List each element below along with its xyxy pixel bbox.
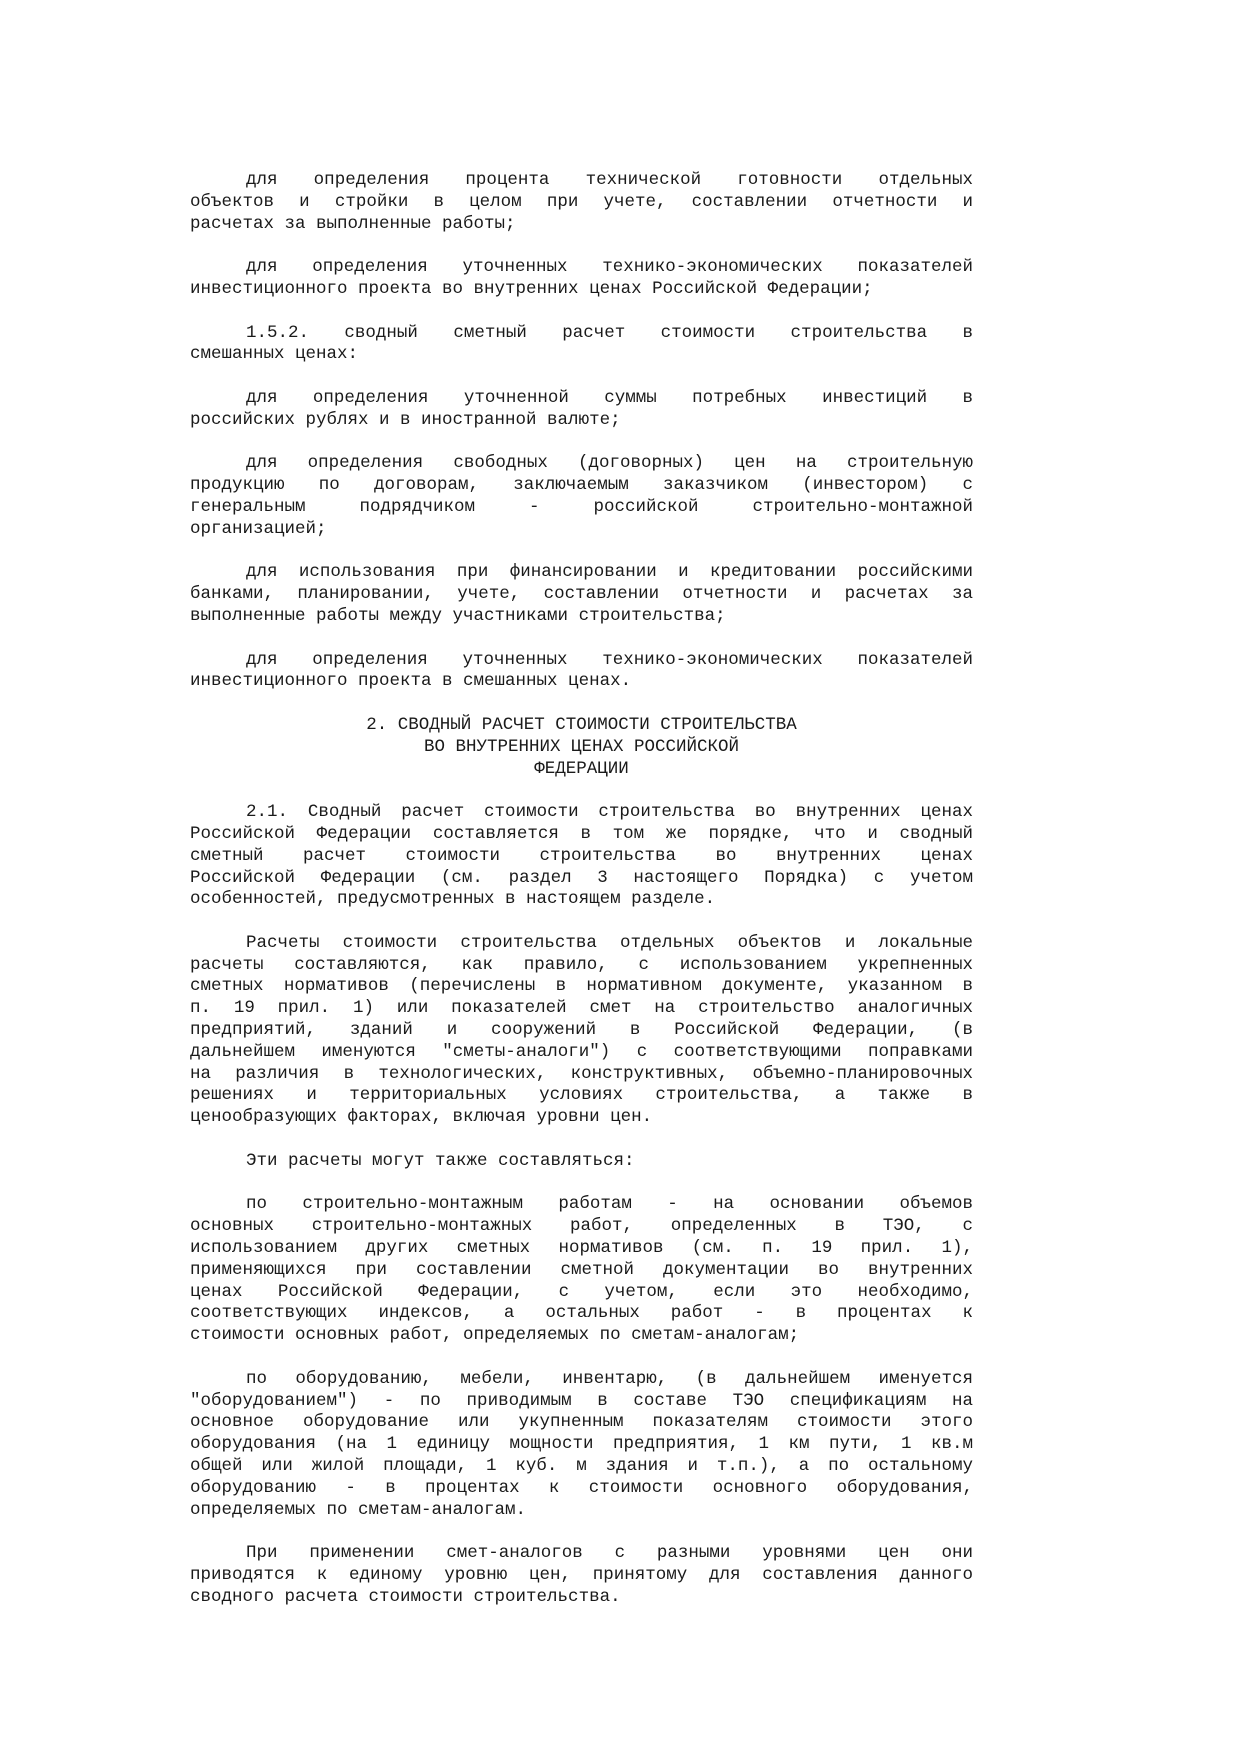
section-heading-line: ФЕДЕРАЦИИ [534,758,629,779]
paragraph-line: оборудования (на 1 единицу мощности предприятия, 1 км пути, 1 кв.м [190,1434,973,1455]
paragraph-line: основных строительно-монтажных работ, определенных в ТЭО, с [190,1216,973,1237]
paragraph-line: применяющихся при составлении сметной документации во внутренних [190,1259,973,1280]
paragraph-line: "оборудованием") - по приводимым в составе ТЭО спецификациям на [190,1390,973,1411]
paragraph-line: соответствующих индексов, а остальных работ - в процентах к [190,1303,973,1324]
paragraph-line: основное оборудование или укупненным показателям стоимости этого [190,1412,973,1433]
paragraph-line: для определения свободных (договорных) цен на строительную [246,453,973,474]
paragraph-line: п. 19 прил. 1) или показателей смет на строительство аналогичных [190,998,973,1019]
paragraph-line: Российской Федерации составляется в том же порядке, что и сводный [190,823,973,844]
paragraph-line: При применении смет-аналогов с разными уровнями цен они [246,1543,973,1564]
section-heading-line: 2. СВОДНЫЙ РАСЧЕТ СТОИМОСТИ СТРОИТЕЛЬСТВА [366,714,797,735]
paragraph-line: для определения уточненных технико-экономических показателей [246,649,973,670]
paragraph-line: оборудованию - в процентах к стоимости основного оборудования, [190,1477,973,1498]
section-heading-line: ВО ВНУТРЕННИХ ЦЕНАХ РОССИЙСКОЙ [423,736,740,757]
paragraph [190,1151,973,1173]
paragraph-line: для определения уточненных технико-экономических показателей [246,257,973,278]
paragraph-line: Расчеты стоимости строительства отдельных объектов и локальные [246,932,973,953]
paragraph-line: генеральным подрядчиком - российской строительно-монтажной [190,496,973,517]
paragraph-line: сводного расчета стоимости строительства. [190,1586,621,1607]
paragraph-line: банками, планировании, учете, составлении отчетности и расчетах за [190,584,973,605]
paragraph-line: дальнейшем именуются "сметы-аналоги") с соответствующими поправками [190,1041,973,1062]
paragraph-line: российских рублях и в иностранной валюте; [190,409,621,430]
section-heading [190,715,973,780]
paragraph-line: для определения процента технической готовности отдельных [246,170,973,190]
paragraph-line: предприятий, зданий и сооружений в Российской Федерации, (в [190,1020,973,1041]
paragraph [190,453,973,540]
paragraph [190,388,973,432]
paragraph-line: общей или жилой площади, 1 куб. м здания и т.п.), а по остальному [190,1456,973,1477]
paragraph-line: по строительно-монтажным работам - на основании объемов [246,1194,973,1215]
paragraph-line: по оборудованию, мебели, инвентарю, (в дальнейшем именуется [246,1368,973,1389]
paragraph-line: выполненные работы между участниками строительства; [190,605,726,626]
paragraph [190,1194,973,1347]
paragraph-line: сметный расчет стоимости строительства во внутренних ценах [190,845,973,866]
paragraph-line: определяемых по сметам-аналогам. [190,1499,527,1520]
paragraph [190,257,973,301]
paragraph [190,650,973,694]
paragraph [190,323,973,367]
document-page [190,170,973,1630]
paragraph-line: расчетах за выполненные работы; [190,213,516,234]
paragraph [190,1369,973,1522]
paragraph-line: 1.5.2. сводный сметный расчет стоимости строительства в [246,322,973,343]
paragraph-line: Эти расчеты могут также составляться: [246,1150,635,1171]
paragraph-line: инвестиционного проекта в смешанных ценах. [190,671,632,692]
paragraph-line: стоимости основных работ, определяемых по сметам-аналогам; [190,1325,800,1346]
paragraph-line: объектов и стройки в целом при учете, составлении отчетности и [190,191,973,212]
paragraph-line: ценах Российской Федерации, с учетом, если это необходимо, [190,1281,973,1302]
paragraph-line: для определения уточненной суммы потребных инвестиций в [246,387,973,408]
paragraph-line: решениях и территориальных условиях строительства, а также в [190,1085,973,1106]
paragraph-line: расчеты составляются, как правило, с использованием укрепненных [190,954,973,975]
paragraph-line: Российской Федерации (см. раздел 3 настоящего Порядка) с учетом [190,867,973,888]
paragraph [190,933,973,1129]
paragraph-line: инвестиционного проекта во внутренних ценах Российской Федерации; [190,278,873,299]
paragraph-line: организацией; [190,518,327,539]
paragraph [190,562,973,627]
paragraph-line: использованием других сметных нормативов (см. п. 19 прил. 1), [190,1238,973,1259]
paragraph-line: на различия в технологических, конструктивных, объемно-планировочных [190,1063,973,1084]
paragraph-line: продукцию по договорам, заключаемым заказчиком (инвестором) с [190,475,973,496]
paragraph-line: смешанных ценах: [190,344,359,365]
paragraph-line: особенностей, предусмотренных в настоящем разделе. [190,889,716,910]
paragraph-line: ценообразующих факторах, включая уровни цен. [190,1107,653,1128]
paragraph [190,170,973,235]
paragraph-line: 2.1. Сводный расчет стоимости строительства во внутренних ценах [246,802,973,823]
paragraph [190,1543,973,1608]
paragraph [190,802,973,911]
paragraph-line: сметных нормативов (перечислены в нормативном документе, указанном в [190,976,973,997]
paragraph-line: приводятся к единому уровню цен, принятому для составления данного [190,1565,973,1585]
paragraph-line: для использования при финансировании и кредитовании российскими [246,562,973,583]
